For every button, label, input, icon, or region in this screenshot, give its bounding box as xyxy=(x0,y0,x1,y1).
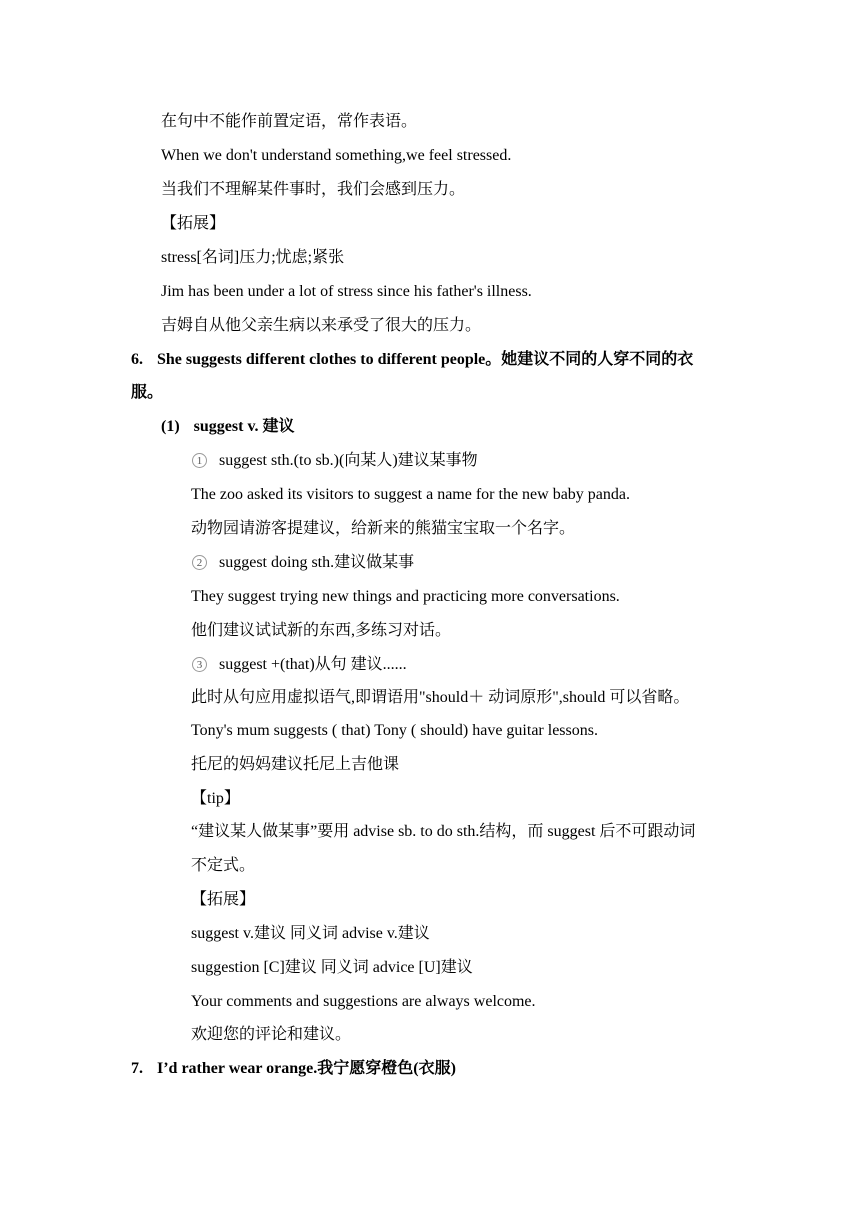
text-line: stress[名词]压力;忧虑;紧张 xyxy=(161,249,345,266)
example-sentence: Tony's mum suggests ( that) Tony ( should) have guitar lessons. xyxy=(191,722,598,739)
tip-text: “建议某人做某事”要用 advise sb. to do sth.结构，而 suggest 后不可跟动词 xyxy=(191,823,696,840)
translation-line: 他们建议试试新的东西,多练习对话。 xyxy=(191,622,452,639)
usage-item-1 xyxy=(192,451,478,471)
subsection-number: (1) xyxy=(161,418,180,435)
translation-line: 欢迎您的评论和建议。 xyxy=(191,1026,352,1043)
text-line: suggestion [C]建议 同义词 advice [U]建议 xyxy=(191,959,473,976)
circled-number-3: 3 xyxy=(192,657,207,672)
extension-label: 【拓展】 xyxy=(191,891,256,908)
circled-number-1: 1 xyxy=(192,453,207,468)
subsection-heading xyxy=(161,417,295,437)
section-number: 6. xyxy=(131,351,143,368)
example-sentence: When we don't understand something,we feel stressed. xyxy=(161,147,512,164)
example-sentence: Your comments and suggestions are always welcome. xyxy=(191,993,536,1010)
text-line: 在句中不能作前置定语，常作表语。 xyxy=(161,113,418,130)
translation-line: 托尼的妈妈建议托尼上吉他课 xyxy=(191,756,400,773)
text-line: 此时从句应用虚拟语气,即谓语用"should＋ 动词原形",should 可以省略。 xyxy=(191,689,690,706)
example-sentence: They suggest trying new things and practicing more conversations. xyxy=(191,588,620,605)
subsection-title: suggest v. 建议 xyxy=(193,418,295,435)
extension-label: 【拓展】 xyxy=(161,215,226,232)
usage-text: suggest doing sth.建议做某事 xyxy=(219,554,415,571)
usage-text: suggest +(that)从句 建议...... xyxy=(219,656,407,673)
text-line: suggest v.建议 同义词 advise v.建议 xyxy=(191,925,430,942)
circled-number-2: 2 xyxy=(192,555,207,570)
example-sentence: Jim has been under a lot of stress since his father's illness. xyxy=(161,283,532,300)
tip-text-continued: 不定式。 xyxy=(191,857,256,874)
section-title: I’d rather wear orange.我宁愿穿橙色(衣服) xyxy=(157,1060,456,1077)
section-title: She suggests different clothes to different people。她建议不同的人穿不同的衣 xyxy=(157,351,694,368)
usage-item-2 xyxy=(192,553,414,573)
section-title-continued: 服。 xyxy=(131,384,164,401)
translation-line: 吉姆自从他父亲生病以来承受了很大的压力。 xyxy=(161,317,482,334)
translation-line: 动物园请游客提建议，给新来的熊猫宝宝取一个名字。 xyxy=(191,520,576,537)
section-heading-6 xyxy=(131,350,693,370)
usage-text: suggest sth.(to sb.)(向某人)建议某事物 xyxy=(219,452,478,469)
translation-line: 当我们不理解某件事时，我们会感到压力。 xyxy=(161,181,466,198)
tip-label: 【tip】 xyxy=(191,790,240,807)
usage-item-3 xyxy=(192,655,407,675)
section-heading-7 xyxy=(131,1059,456,1079)
section-number: 7. xyxy=(131,1060,143,1077)
example-sentence: The zoo asked its visitors to suggest a name for the new baby panda. xyxy=(191,486,630,503)
